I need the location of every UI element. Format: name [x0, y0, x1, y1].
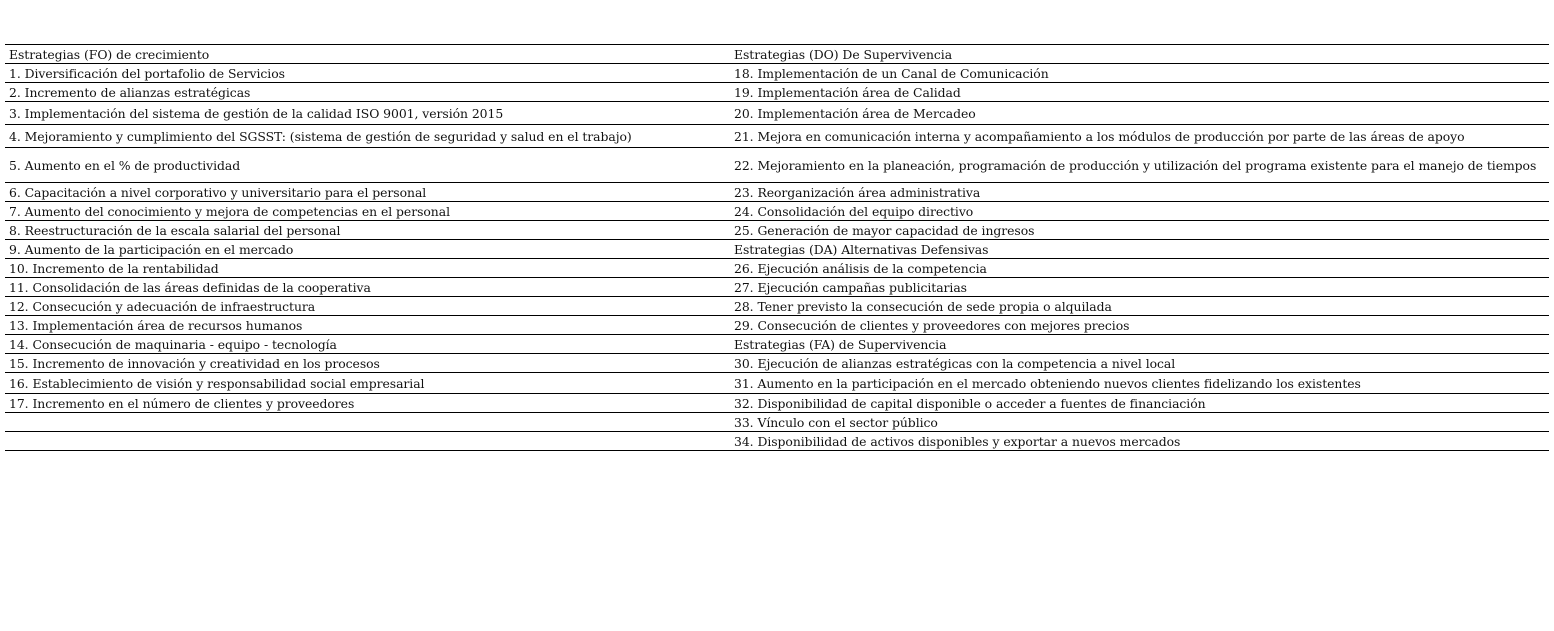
table-row: [5, 394, 1549, 413]
strategy-item: 31. Aumento en la participación en el mercado obteniendo nuevos clientes fidelizando los existentes: [730, 373, 1549, 394]
table-row: [5, 316, 1549, 335]
strategy-item: 25. Generación de mayor capacidad de ingresos: [730, 221, 1549, 240]
table-row: [5, 148, 1549, 183]
strategy-item: 26. Ejecución análisis de la competencia: [730, 259, 1549, 278]
table-row: [5, 432, 1549, 451]
strategy-item: 20. Implementación área de Mercadeo: [730, 102, 1549, 125]
strategy-item: 4. Mejoramiento y cumplimiento del SGSST: (sistema de gestión de seguridad y salud en el trabajo): [5, 125, 730, 148]
table-row: [5, 45, 1549, 64]
strategy-item: 33. Vínculo con el sector público: [730, 413, 1549, 432]
empty-cell: [5, 432, 730, 451]
strategy-item: 24. Consolidación del equipo directivo: [730, 202, 1549, 221]
table-row: [5, 413, 1549, 432]
strategy-item: 15. Incremento de innovación y creatividad en los procesos: [5, 354, 730, 373]
strategy-item: 29. Consecución de clientes y proveedores con mejores precios: [730, 316, 1549, 335]
header-fa: Estrategias (FA) de Supervivencia: [730, 335, 1549, 354]
strategy-item: 1. Diversificación del portafolio de Servicios: [5, 64, 730, 83]
table-row: [5, 297, 1549, 316]
strategy-item: 9. Aumento de la participación en el mercado: [5, 240, 730, 259]
strategy-item: 28. Tener previsto la consecución de sede propia o alquilada: [730, 297, 1549, 316]
header-da: Estrategias (DA) Alternativas Defensivas: [730, 240, 1549, 259]
table-row: [5, 202, 1549, 221]
strategy-item: 34. Disponibilidad de activos disponibles y exportar a nuevos mercados: [730, 432, 1549, 451]
table-row: [5, 183, 1549, 202]
strategy-item: 3. Implementación del sistema de gestión de la calidad ISO 9001, versión 2015: [5, 102, 730, 125]
strategy-item: 13. Implementación área de recursos humanos: [5, 316, 730, 335]
strategy-item: 5. Aumento en el % de productividad: [5, 148, 730, 183]
strategy-item: 2. Incremento de alianzas estratégicas: [5, 83, 730, 102]
table-row: [5, 125, 1549, 148]
strategy-item: 21. Mejora en comunicación interna y acompañamiento a los módulos de producción por parte de las áreas de apoyo: [730, 125, 1549, 148]
strategy-item: 17. Incremento en el número de clientes y proveedores: [5, 394, 730, 413]
table-row: [5, 221, 1549, 240]
table-row: [5, 278, 1549, 297]
strategy-item: 14. Consecución de maquinaria - equipo - tecnología: [5, 335, 730, 354]
table-row: [5, 354, 1549, 373]
strategy-item: 18. Implementación de un Canal de Comunicación: [730, 64, 1549, 83]
header-do: Estrategias (DO) De Supervivencia: [730, 45, 1549, 64]
table-row: [5, 102, 1549, 125]
strategy-item: 16. Establecimiento de visión y responsabilidad social empresarial: [5, 373, 730, 394]
strategy-item: 32. Disponibilidad de capital disponible o acceder a fuentes de financiación: [730, 394, 1549, 413]
strategy-item: 19. Implementación área de Calidad: [730, 83, 1549, 102]
table-row: [5, 335, 1549, 354]
table-row: [5, 240, 1549, 259]
strategy-item: 7. Aumento del conocimiento y mejora de competencias en el personal: [5, 202, 730, 221]
strategy-item: 27. Ejecución campañas publicitarias: [730, 278, 1549, 297]
table-row: [5, 373, 1549, 394]
strategy-item: 11. Consolidación de las áreas definidas de la cooperativa: [5, 278, 730, 297]
empty-cell: [5, 413, 730, 432]
table-row: [5, 64, 1549, 83]
table-row: [5, 83, 1549, 102]
strategy-item: 8. Reestructuración de la escala salarial del personal: [5, 221, 730, 240]
table-row: [5, 259, 1549, 278]
strategy-item: 30. Ejecución de alianzas estratégicas con la competencia a nivel local: [730, 354, 1549, 373]
strategy-table: [5, 44, 1549, 451]
strategy-item: 23. Reorganización área administrativa: [730, 183, 1549, 202]
strategy-item: 6. Capacitación a nivel corporativo y universitario para el personal: [5, 183, 730, 202]
strategy-item: 10. Incremento de la rentabilidad: [5, 259, 730, 278]
strategy-item: 12. Consecución y adecuación de infraestructura: [5, 297, 730, 316]
strategy-item: 22. Mejoramiento en la planeación, programación de producción y utilización del programa existente para el manejo de tiempos: [730, 148, 1549, 183]
header-fo: Estrategias (FO) de crecimiento: [5, 45, 730, 64]
